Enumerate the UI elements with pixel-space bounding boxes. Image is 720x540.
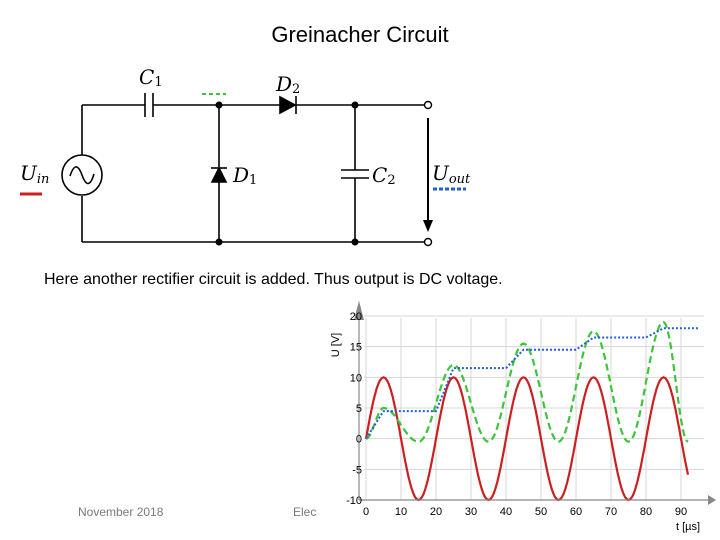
c2-label: C2 (372, 163, 396, 188)
x-axis-label: t [µs] (676, 521, 701, 533)
y-tick-label: 0 (355, 433, 362, 446)
c1-label: C1 (139, 65, 163, 90)
uin-label: Uin (20, 161, 50, 187)
x-tick-label: 70 (604, 506, 618, 518)
y-tick-label: 5 (355, 403, 362, 415)
x-tick-label: 20 (429, 506, 443, 518)
y-tick-label: 15 (349, 341, 362, 354)
footer-text: Elec (293, 505, 317, 519)
d1-label: D1 (233, 163, 258, 188)
footer-date: November 2018 (78, 505, 164, 519)
uout-label: Uout (432, 161, 471, 187)
y-axis-label: U [V] (330, 332, 342, 358)
d2-label: D2 (276, 72, 301, 97)
x-tick-label: 80 (639, 506, 653, 518)
x-tick-label: 40 (499, 506, 513, 518)
caption-text: Here another rectifier circuit is added. Thus output is DC voltage. (44, 271, 503, 288)
y-tick-label: -10 (346, 495, 362, 507)
x-tick-label: 30 (464, 506, 478, 518)
y-tick-label: 20 (349, 311, 362, 323)
slide-title: Greinacher Circuit (271, 22, 449, 47)
y-tick-label: -5 (352, 464, 362, 477)
x-tick-label: 60 (569, 506, 583, 518)
x-tick-label: 10 (394, 506, 408, 518)
chart-background (318, 305, 720, 540)
x-tick-label: 0 (362, 506, 370, 518)
x-tick-label: 50 (534, 506, 548, 518)
x-tick-label: 90 (674, 506, 688, 518)
y-tick-label: 10 (349, 372, 362, 385)
